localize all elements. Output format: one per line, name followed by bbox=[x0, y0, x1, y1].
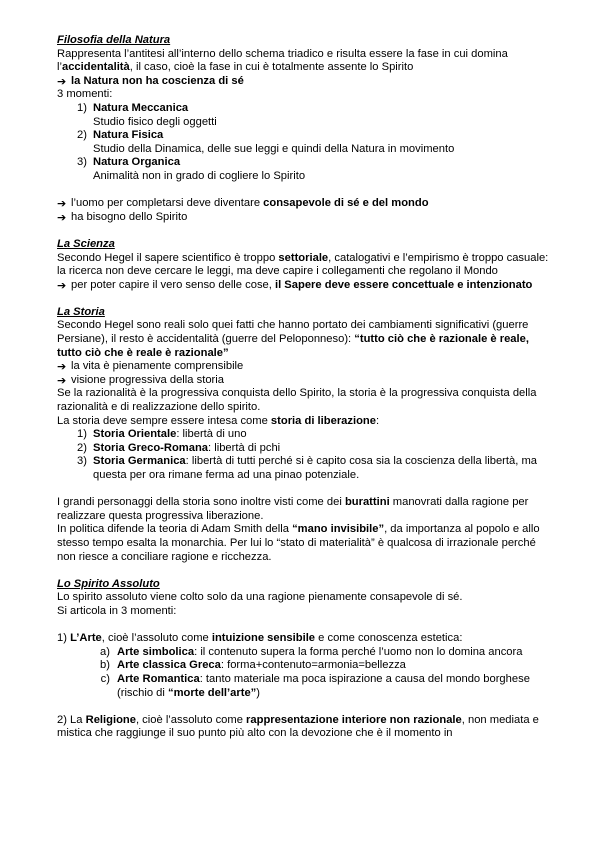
paragraph: Lo spirito assoluto viene colto solo da una ragione pienamente consapevole di sé. bbox=[57, 591, 463, 604]
list-item: 2) Natura Fisica bbox=[77, 129, 164, 142]
arrow-icon: ➔ bbox=[57, 278, 67, 292]
paragraph: Se la razionalità è la progressiva conquista dello Spirito, la storia è la progressiva conquista della razionalità e di realizzazione dello spirito. bbox=[57, 387, 537, 414]
arrow-line: ➔ visione progressiva della storia bbox=[57, 373, 224, 387]
list-item: c) Arte Romantica: tanto materiale ma poca ispirazione a causa del mondo borghese (rischio di “morte dell’arte”) bbox=[100, 672, 530, 699]
paragraph: Secondo Hegel il sapere scientifico è troppo settoriale, catalogativi e l’empirismo è troppo casuale: la ricerca non deve cercare le leggi, ma deve capire i collegamenti che regolano il Mondo bbox=[57, 251, 549, 278]
section-heading-scienza: La Scienza bbox=[57, 237, 115, 250]
list-item-desc: Animalità non in grado di cogliere lo Spirito bbox=[93, 169, 306, 182]
arrow-line: ➔ l’uomo per completarsi deve diventare consapevole di sé e del mondo bbox=[57, 197, 429, 211]
paragraph: La storia deve sempre essere intesa come storia di liberazione: bbox=[57, 414, 380, 427]
paragraph: In politica difende la teoria di Adam Smith della “mano invisibile”, da importanza al popolo e allo stesso tempo esalta la monarchia. Per lui lo “stato di materialità” è qualcosa di irrazionale perché non riesce a conciliare ragione e ricchezza. bbox=[57, 523, 540, 563]
paragraph: 2) La Religione, cioè l’assoluto come rappresentazione interiore non razionale, non mediata e mistica che raggiunge il suo punto più alto con la devozione che è il momento in bbox=[57, 713, 539, 740]
list-item: 2) Storia Greco-Romana: libertà di pchi bbox=[77, 441, 281, 454]
list-item: 3) Natura Organica bbox=[77, 156, 181, 169]
arrow-icon: ➔ bbox=[57, 210, 67, 224]
arrow-icon: ➔ bbox=[57, 74, 67, 88]
paragraph: I grandi personaggi della storia sono inoltre visti come dei burattini manovrati dalla ragione per realizzare questa progressiva liberazione. bbox=[57, 496, 529, 522]
arrow-icon: ➔ bbox=[57, 197, 67, 211]
arrow-icon: ➔ bbox=[57, 373, 67, 387]
section-heading-storia: La Storia bbox=[57, 305, 105, 318]
list-item: 1) Storia Orientale: libertà di uno bbox=[77, 428, 247, 441]
list-item: b) Arte classica Greca: forma+contenuto=armonia=bellezza bbox=[100, 659, 406, 672]
arrow-line: ➔ per poter capire il vero senso delle cose, il Sapere deve essere concettuale e intenzionato bbox=[57, 278, 533, 292]
arrow-line: ➔ ha bisogno dello Spirito bbox=[57, 210, 188, 224]
list-item-desc: Studio fisico degli oggetti bbox=[93, 115, 217, 128]
arrow-line: ➔ la vita è pienamente comprensibile bbox=[57, 360, 244, 374]
paragraph: Secondo Hegel sono reali solo quei fatti che hanno portato dei cambiamenti significativi (guerre Persiane), il resto è accidentalità (guerre del Peloponneso): “tutto ciò che è razionale è reale, tutto ciò che è reale è razionale” bbox=[57, 319, 529, 359]
section-heading-spirito: Lo Spirito Assoluto bbox=[57, 577, 160, 590]
paragraph: 3 momenti: bbox=[57, 88, 113, 101]
list-item: 1) Natura Meccanica bbox=[77, 101, 189, 114]
list-item: a) Arte simbolica: il contenuto supera la forma perché l’uomo non lo domina ancora bbox=[100, 645, 523, 658]
arrow-line: ➔ la Natura non ha coscienza di sé bbox=[57, 74, 244, 88]
list-item-desc: Studio della Dinamica, delle sue leggi e quindi della Natura in movimento bbox=[93, 142, 455, 155]
arrow-icon: ➔ bbox=[57, 360, 67, 374]
paragraph: Si articola in 3 momenti: bbox=[57, 604, 177, 617]
section-heading-natura: Filosofia della Natura bbox=[57, 34, 171, 46]
paragraph: Rappresenta l’antitesi all’interno dello schema triadico e risulta essere la fase in cui domina l’accidentalità, il caso, cioè la fase in cui è totalmente assente lo Spirito bbox=[57, 47, 508, 74]
paragraph: 1) L’Arte, cioè l’assoluto come intuizione sensibile e come conoscenza estetica: bbox=[57, 632, 463, 645]
list-item: 3) Storia Germanica: libertà di tutti perché si è capito cosa sia la coscienza della libertà, ma questa per ora rimane ferma ad una pinao potenziale. bbox=[77, 455, 537, 481]
